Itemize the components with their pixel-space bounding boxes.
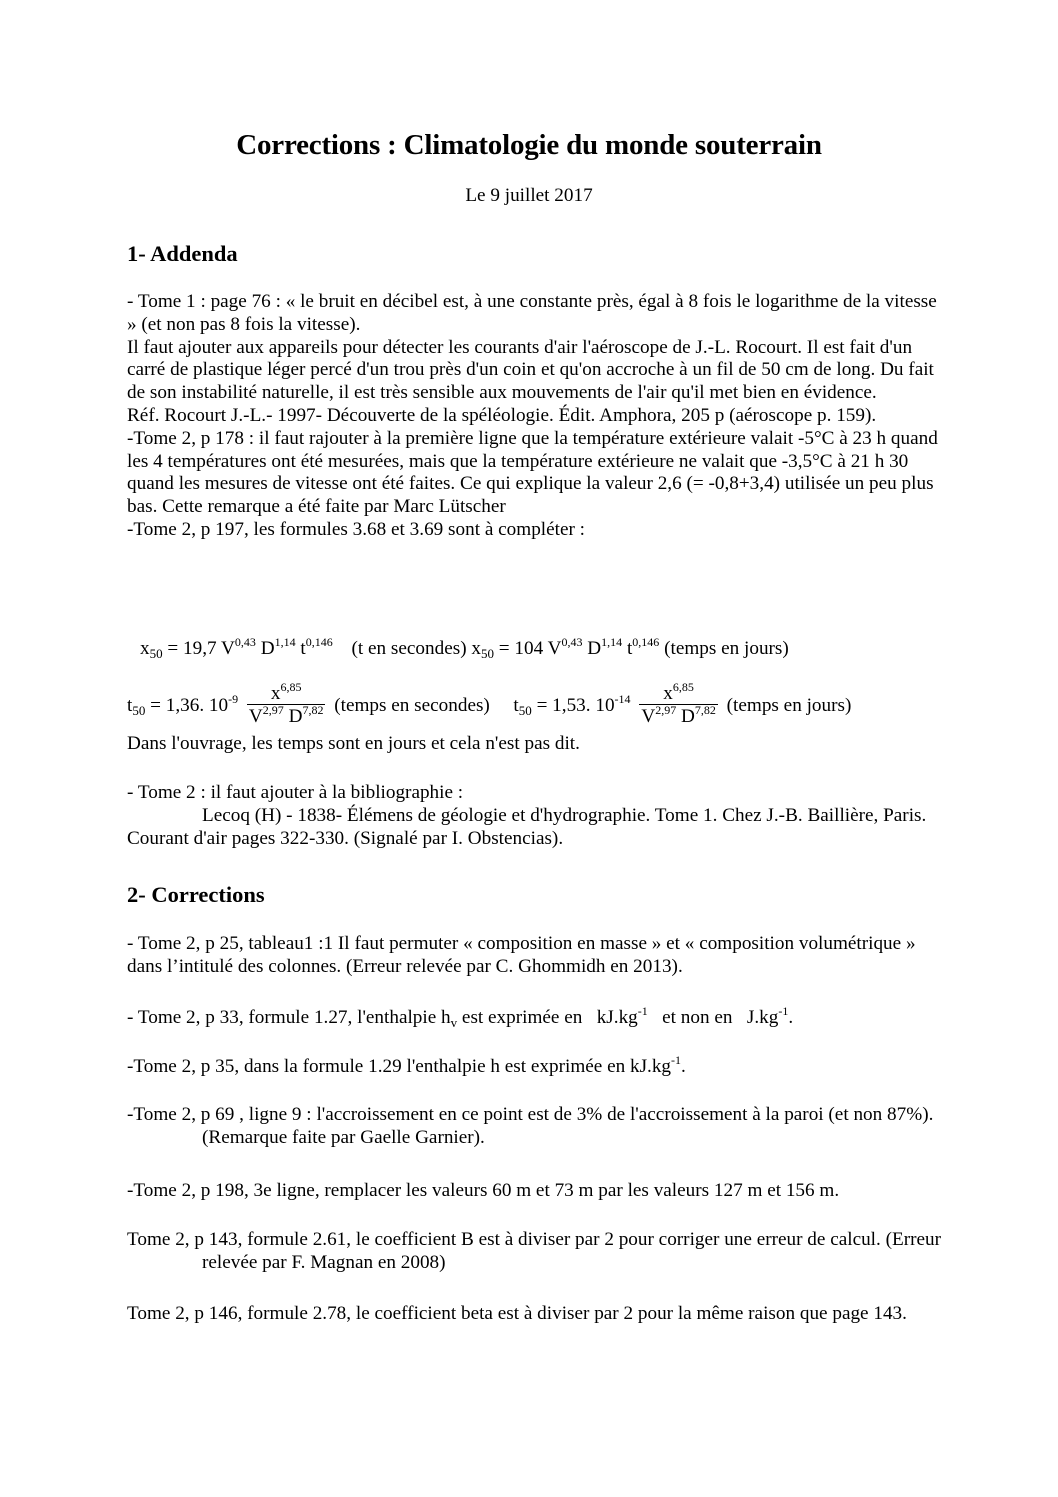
section-heading-corrections: 2- Corrections	[127, 882, 265, 907]
addenda-text	[127, 291, 942, 542]
addenda-text-2	[127, 733, 942, 756]
addenda-paragraph: Dans l'ouvrage, les temps sont en jours et cela n'est pas dit.	[127, 733, 580, 754]
fraction: $\frac{x^{6,85}}{V^{2,97} D^{7,82}}$	[248, 680, 324, 727]
formula-x50-seconds: $x_{50} = 19,7$ V$^{0,43}$ D$^{1,14}$ $t^{0,146}$ (t en secondes)	[140, 635, 467, 661]
section-heading-addenda: 1- Addenda	[127, 241, 238, 266]
formula-x50-row	[140, 635, 955, 661]
fraction: $\frac{x^{6,85}}{V^{2,97} D^{7,82}}$	[641, 680, 716, 727]
formula-t50-seconds: $t_{50} = 1,36$. $10^{-9}$ $\frac{x^{6,85}}{V^{2,97} D^{7,82}}$ (temps en secondes)	[127, 680, 490, 727]
addenda-bibliography	[127, 782, 942, 850]
addenda-paragraph: - Tome 1 : page 76 : « le bruit en décibel est, à une constante près, égal à 8 fois le logarithme de la vitesse » (et non pas 8 fois la vitesse).	[127, 291, 937, 335]
correction-item: - Tome 2, p 25, tableau1 :1 Il faut permuter « composition en masse » et « composition volumétrique » dans l’intitulé des colonnes. (Erreur relevée par C. Ghommidh en 2013).	[127, 933, 916, 977]
addenda-paragraph: -Tome 2, p 197, les formules 3.68 et 3.69 sont à compléter :	[127, 518, 585, 540]
formula-t50-row	[127, 680, 942, 729]
formula-t50-days: $t_{50} = 1,53$. $10^{-14}$ $\frac{x^{6,85}}{V^{2,97} D^{7,82}}$ (temps en jours)	[513, 680, 852, 727]
correction-item: -Tome 2, p 35, dans la formule 1.29 l'enthalpie h est exprimée en $kJ.kg^{-1}$.	[127, 1053, 686, 1077]
correction-item: - Tome 2, p 33, formule 1.27, l'enthalpie $h_v$ est exprimée en $kJ.kg^{-1}$ et non en $J.kg^{-1}$.	[127, 1004, 794, 1030]
correction-item: Tome 2, p 146, formule 2.78, le coefficient beta est à diviser par 2 pour la même raison que page 143.	[127, 1303, 907, 1324]
document-date: Le 9 juillet 2017	[465, 185, 593, 206]
addenda-paragraph: -Tome 2, p 178 : il faut rajouter à la première ligne que la température extérieure valait -5°C à 23 h quand les 4 températures ont été mesurées, mais que la température extérieure ne valait que -3,5°C à 21 h 30 quand les mesures de vitesse ont été faites. Ce qui explique la valeur 2,6 (= -0,8+3,4) utilisée un peu plus bas. Cette remarque a été faite par Marc Lütscher	[127, 427, 938, 518]
addenda-paragraph: - Tome 2 : il faut ajouter à la bibliographie :	[127, 782, 464, 803]
addenda-paragraph: Réf. Rocourt J.-L.- 1997- Découverte de la spéléologie. Édit. Amphora, 205 p (aéroscope p. 159).	[127, 404, 877, 426]
correction-item: Tome 2, p 143, formule 2.61, le coefficient B est à diviser par 2 pour corriger une erreur de calcul. (Erreur relevée par F. Magnan en 2008)	[127, 1229, 941, 1273]
addenda-paragraph: Il faut ajouter aux appareils pour détecter les courants d'air l'aéroscope de J.-L. Rocourt. Il est fait d'un carré de plastique léger percé d'un trou près d'un coin et qu'on accroche à un fil de 50 cm de long. Du fait de son instabilité naturelle, il est très sensible aux mouvements de l'air qu'il met bien en évidence.	[127, 336, 934, 404]
correction-item: -Tome 2, p 198, 3e ligne, remplacer les valeurs 60 m et 73 m par les valeurs 127 m et 156 m.	[127, 1180, 840, 1201]
correction-item: -Tome 2, p 69 , ligne 9 : l'accroissement en ce point est de 3% de l'accroissement à la paroi (et non 87%). (Remarque faite par Gaelle Garnier).	[127, 1104, 934, 1148]
bibliography-entry: Lecoq (H) - 1838- Élémens de géologie et d'hydrographie. Tome 1. Chez J.-B. Baillière, Paris. Courant d'air pages 322-330. (Signalé par I. Obstencias).	[127, 804, 927, 849]
document-title: Corrections : Climatologie du monde souterrain	[236, 129, 822, 161]
formula-x50-days: $x_{50} = 104$ V$^{0,43}$ D$^{1,14}$ $t^{0,146}$ (temps en jours)	[471, 635, 789, 661]
